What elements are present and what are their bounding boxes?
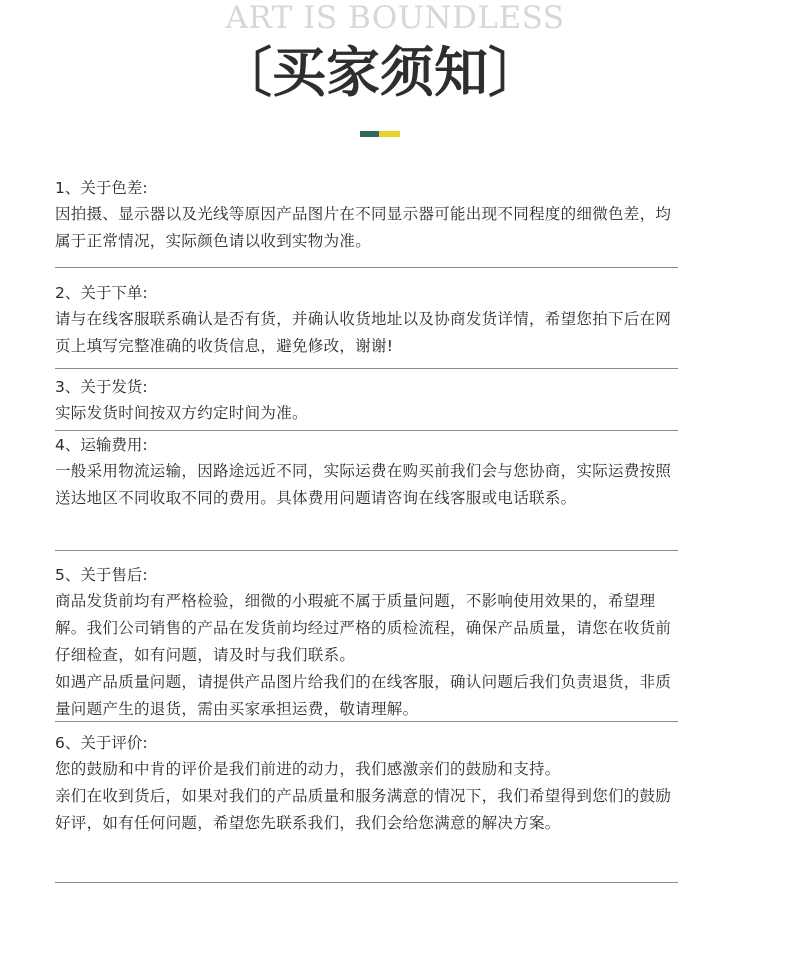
- section-paragraph: 一般采用物流运输，因路途远近不同，实际运费在购买前我们会与您协商，实际运费按照送达地区不同收取不同的费用。具体费用问题请咨询在线客服或电话联系。: [55, 462, 672, 507]
- section-paragraph: 请与在线客服联系确认是否有货，并确认收货地址以及协商发货详情，希望您拍下后在网页上填写完整准确的收货信息，避免修改，谢谢!: [55, 310, 672, 355]
- divider: [55, 267, 678, 268]
- section-heading: 2、关于下单:: [55, 284, 148, 302]
- section-paragraph: 如遇产品质量问题，请提供产品图片给我们的在线客服，确认问题后我们负责退货，非质量问题产生的退货，需由买家承担运费，敬请理解。: [55, 673, 672, 718]
- divider: [55, 368, 678, 369]
- section-reviews: [55, 730, 678, 837]
- section-paragraph: 亲们在收到货后，如果对我们的产品质量和服务满意的情况下，我们希望得到您们的鼓励好评，如有任何问题，希望您先联系我们，我们会给您满意的解决方案。: [55, 787, 672, 832]
- accent-bar-green: [360, 131, 379, 137]
- section-paragraph: 实际发货时间按双方约定时间为准。: [55, 404, 308, 422]
- section-freight: [55, 432, 678, 512]
- divider: [55, 430, 678, 431]
- accent-bar-yellow: [379, 131, 400, 137]
- section-color-difference: [55, 175, 678, 255]
- divider: [55, 550, 678, 551]
- section-paragraph: 商品发货前均有严格检验，细微的小瑕疵不属于质量问题，不影响使用效果的，希望理解。我们公司销售的产品在发货前均经过严格的质检流程，确保产品质量，请您在收货前仔细检查，如有问题，请及时与我们联系。: [55, 592, 672, 664]
- divider: [55, 882, 678, 883]
- section-ordering: [55, 280, 678, 360]
- section-shipping: [55, 374, 678, 427]
- section-heading: 3、关于发货:: [55, 378, 148, 396]
- section-heading: 5、关于售后:: [55, 566, 148, 584]
- section-heading: 4、运输费用:: [55, 436, 148, 454]
- page-title: 〔买家须知〕: [218, 40, 542, 104]
- section-paragraph: 您的鼓励和中肯的评价是我们前进的动力，我们感激亲们的鼓励和支持。: [55, 760, 561, 778]
- eyebrow-text: ART IS BOUNDLESS: [225, 0, 565, 36]
- section-paragraph: 因拍摄、显示器以及光线等原因产品图片在不同显示器可能出现不同程度的细微色差，均属于正常情况，实际颜色请以收到实物为准。: [55, 205, 672, 250]
- section-heading: 6、关于评价:: [55, 734, 148, 752]
- section-heading: 1、关于色差:: [55, 179, 148, 197]
- section-after-sales: [55, 562, 678, 723]
- divider: [55, 721, 678, 722]
